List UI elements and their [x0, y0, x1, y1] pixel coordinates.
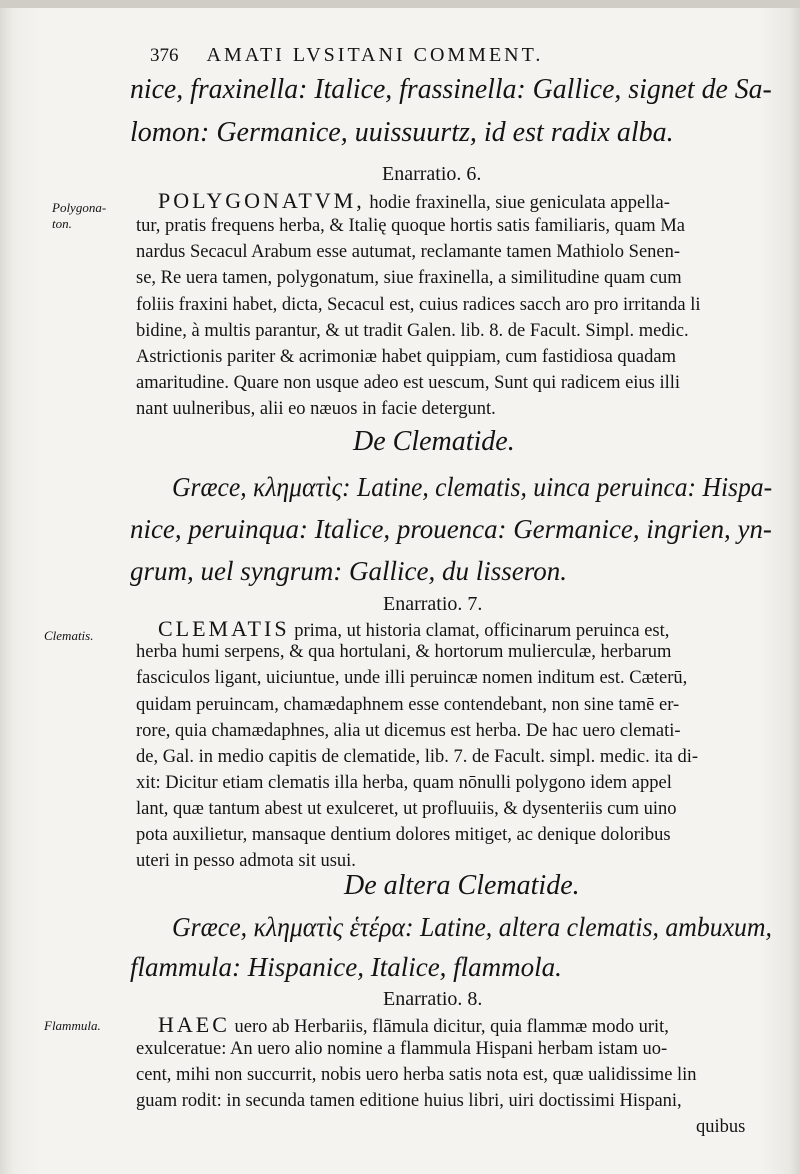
margin-note-polygonaton: Polygona- ton. — [52, 200, 107, 231]
text-line: pota auxilietur, mansaque dentium dolores mitiget, ac denique doloribus — [136, 825, 671, 845]
text-line: de, Gal. in medio capitis de clematide, lib. 7. de Facult. simpl. medic. ita di- — [136, 747, 699, 767]
text-line: cent, mihi non succurrit, nobis uero herba satis nota est, quæ ualidissime lin — [136, 1065, 697, 1085]
text-line: quidam peruincam, chamædaphnem esse contendebant, non sine tamē er- — [136, 695, 680, 715]
catchword: quibus — [696, 1117, 746, 1137]
text-line: Græce, κληματὶς ἑτέρα: Latine, altera clematis, ambuxum, — [172, 912, 772, 942]
margin-note-flammula: Flammula. — [44, 1018, 101, 1033]
running-title: AMATI LVSITANI COMMENT. — [206, 44, 544, 66]
text-span: uero ab Herbariis, flāmula dicitur, quia flammæ modo urit, — [229, 1017, 669, 1037]
text-line: nant uulneribus, alii eo næuos in facie detergunt. — [136, 399, 496, 419]
text-line: Astrictionis pariter & acrimoniæ habet quippiam, cum fastidiosa quadam — [136, 347, 676, 367]
page-number: 376 — [150, 45, 179, 66]
section-heading: Enarratio. 7. — [383, 593, 483, 615]
text-line: grum, uel syngrum: Gallice, du lisseron. — [130, 556, 567, 586]
text-line — [158, 616, 669, 642]
section-heading: Enarratio. 8. — [383, 988, 483, 1010]
text-line: nardus Secacul Arabum esse autumat, reclamante tamen Mathiolo Senen- — [136, 242, 681, 262]
text-line: xit: Dicitur etiam clematis illa herba, quam nōnulli polygono idem appel — [136, 773, 672, 793]
text-line: tur, pratis frequens herba, & Italię quoque hortis satis familiaris, quam Ma — [136, 216, 685, 236]
text-line: lant, quæ tantum abest ut exulceret, ut profluuiis, & dysenteriis cum uino — [136, 799, 677, 819]
page-edge — [0, 0, 800, 8]
text-span: prima, ut historia clamat, officinarum peruinca est, — [289, 621, 670, 641]
text-line: flammula: Hispanice, Italice, flammola. — [130, 952, 562, 982]
text-line: fasciculos ligant, uiciuntue, unde illi peruincæ nomen inditum est. Cæterū, — [136, 668, 688, 688]
text-line: rore, quia chamædaphnes, alia ut dicemus est herba. De hac uero clemati- — [136, 721, 681, 741]
text-span: hodie fraxinella, siue geniculata appella- — [364, 193, 670, 213]
text-line: amaritudine. Quare non usque adeo est uescum, Sunt qui radicem eius illi — [136, 373, 681, 393]
text-line: Græce, κληματὶς: Latine, clematis, uinca peruinca: Hispa- — [172, 472, 773, 502]
initial-word: HAEC — [158, 1012, 230, 1037]
initial-word: CLEMATIS — [158, 616, 290, 641]
text-line: herba humi serpens, & qua hortulani, & hortorum mulierculæ, herbarum — [136, 642, 672, 662]
text-line: bidine, à multis parantur, & ut tradit Galen. lib. 8. de Facult. Simpl. medic. — [136, 321, 689, 341]
section-title: De Clematide. — [353, 426, 515, 457]
text-line: lomon: Germanice, uuissuurtz, id est radix alba. — [130, 117, 674, 148]
text-line: nice, fraxinella: Italice, frassinella: Gallice, signet de Sa- — [130, 74, 772, 105]
text-line: se, Re uera tamen, polygonatum, siue fraxinella, a similitudine quam cum — [136, 268, 682, 288]
text-line — [158, 1012, 669, 1038]
section-heading: Enarratio. 6. — [382, 163, 482, 185]
text-line: uteri in pesso admota sit usui. — [136, 851, 356, 871]
text-line: nice, peruinqua: Italice, prouenca: Germanice, ingrien, yn- — [130, 514, 772, 544]
text-line: exulceratue: An uero alio nomine a flammula Hispani herbam istam uo- — [136, 1039, 668, 1059]
margin-note-clematis: Clematis. — [44, 628, 94, 643]
section-title: De altera Clematide. — [344, 870, 580, 901]
text-line: guam rodit: in secunda tamen editione huius libri, uiri doctissimi Hispani, — [136, 1091, 682, 1111]
initial-word: POLYGONATVM, — [158, 188, 365, 213]
text-line — [158, 188, 670, 214]
text-line: foliis fraxini habet, dicta, Secacul est, cuius radices sacch aro pro irritanda li — [136, 295, 701, 315]
running-header — [150, 44, 543, 67]
